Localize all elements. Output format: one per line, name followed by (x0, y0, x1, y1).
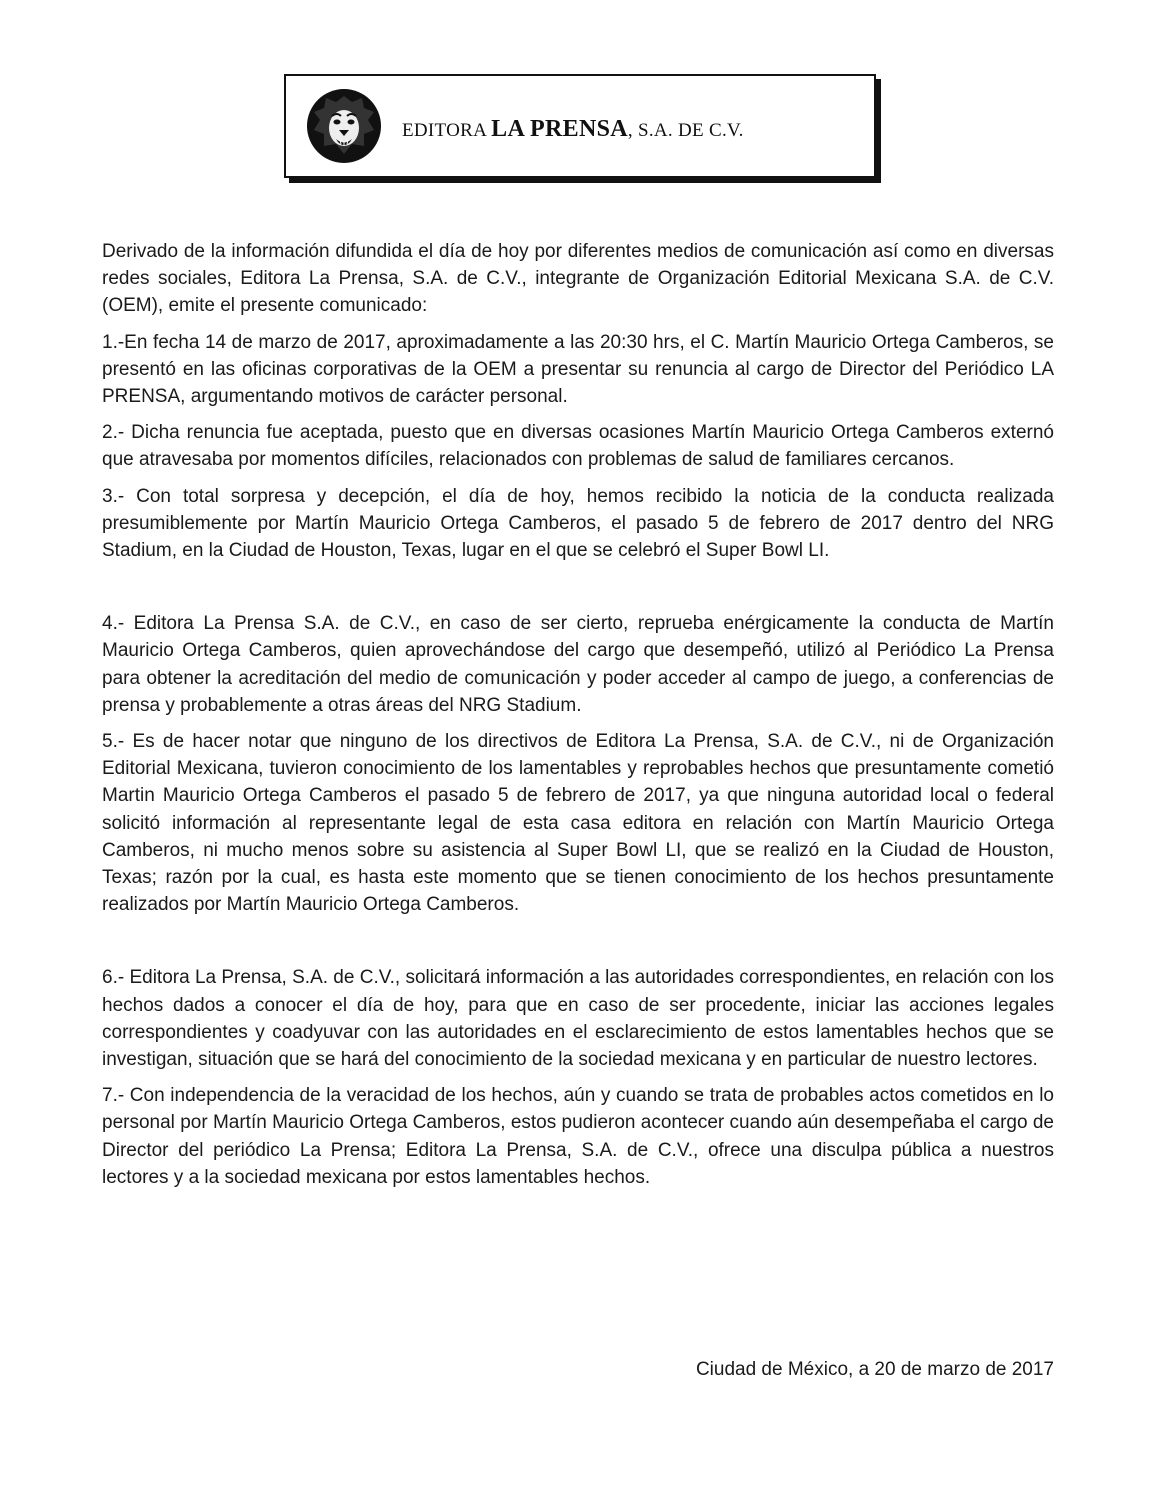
company-prefix: EDITORA (402, 120, 492, 141)
company-suffix: , S.A. DE C.V. (627, 120, 744, 141)
company-name (402, 116, 744, 143)
intro-paragraph: Derivado de la información difundida el día de hoy por diferentes medios de comunicación así como en diversas redes sociales, Editora La Prensa, S.A. de C.V., integrante de Organización Editorial Mexicana S.A. de C.V. (OEM), emite el presente comunicado: (102, 241, 1054, 317)
company-brand: LA PRENSA (491, 116, 628, 142)
point-3-paragraph: 3.- Con total sorpresa y decepción, el día de hoy, hemos recibido la noticia de la conducta realizada presumiblemente por Martín Mauricio Ortega Camberos, el pasado 5 de febrero de 2017 dentro del NRG Stadium, en la Ciudad de Houston, Texas, lugar en el que se celebró el Super Bowl LI. (102, 485, 1054, 562)
letterhead (284, 74, 876, 178)
point-5-paragraph: 5.- Es de hacer notar que ninguno de los directivos de Editora La Prensa, S.A. de C.V., ni de Organización Editorial Mexicana, tuvieron conocimiento de los lamentables y reprobables hechos que presuntamente cometió Martin Mauricio Ortega Camberos el pasado 5 de febrero de 2017, ya que ninguna autoridad local o federal solicitó información al representante legal de esta casa editora en relación con Martín Mauricio Ortega Camberos, ni mucho menos sobre su asistencia al Super Bowl LI, que se realizó en la Ciudad de Houston, Texas; razón por la cual, es hasta este momento que se tienen conocimiento de los hechos presuntamente realizados por Martín Mauricio Ortega Camberos. (102, 731, 1054, 916)
point-1-paragraph: 1.-En fecha 14 de marzo de 2017, aproximadamente a las 20:30 hrs, el C. Martín Mauricio Ortega Camberos, se presentó en las oficinas corporativas de la OEM a presentar su renuncia al cargo de Director del Periódico LA PRENSA, argumentando motivos de carácter personal. (102, 331, 1054, 408)
lion-logo-icon (304, 86, 384, 166)
point-6-paragraph: 6.- Editora La Prensa, S.A. de C.V., solicitará información a las autoridades correspondientes, en relación con los hechos dados a conocer el día de hoy, para que en caso de ser procedente, iniciar las acciones legales correspondientes y coadyuvar con las autoridades en el esclarecimiento de estos lamentables hechos que se investigan, situación que se hará del conocimiento de la sociedad mexicana y en particular de nuestro lectores. (102, 967, 1054, 1071)
point-7-paragraph: 7.- Con independencia de la veracidad de los hechos, aún y cuando se trata de probables actos cometidos en lo personal por Martín Mauricio Ortega Camberos, estos pudieron acontecer cuando aún desempeñaba el cargo de Director del periódico La Prensa; Editora La Prensa, S.A. de C.V., ofrece una disculpa pública a nuestros lectores y a la sociedad mexicana por estos lamentables hechos. (102, 1085, 1054, 1188)
point-2-paragraph: 2.- Dicha renuncia fue aceptada, puesto que en diversas ocasiones Martín Mauricio Ortega Camberos externó que atravesaba por momentos difíciles, relacionados con problemas de salud de familiares cercanos. (102, 422, 1054, 471)
statement-body (102, 238, 1054, 1200)
place-and-date: Ciudad de México, a 20 de marzo de 2017 (695, 1359, 1054, 1380)
point-4-paragraph: 4.- Editora La Prensa S.A. de C.V., en caso de ser cierto, reprueba enérgicamente la conducta de Martín Mauricio Ortega Camberos, quien aprovechándose del cargo que desempeñó, utilizó al Periódico La Prensa para obtener la acreditación del medio de comunicación y poder acceder al campo de juego, a conferencias de prensa y probablemente a otras áreas del NRG Stadium. (102, 613, 1054, 716)
